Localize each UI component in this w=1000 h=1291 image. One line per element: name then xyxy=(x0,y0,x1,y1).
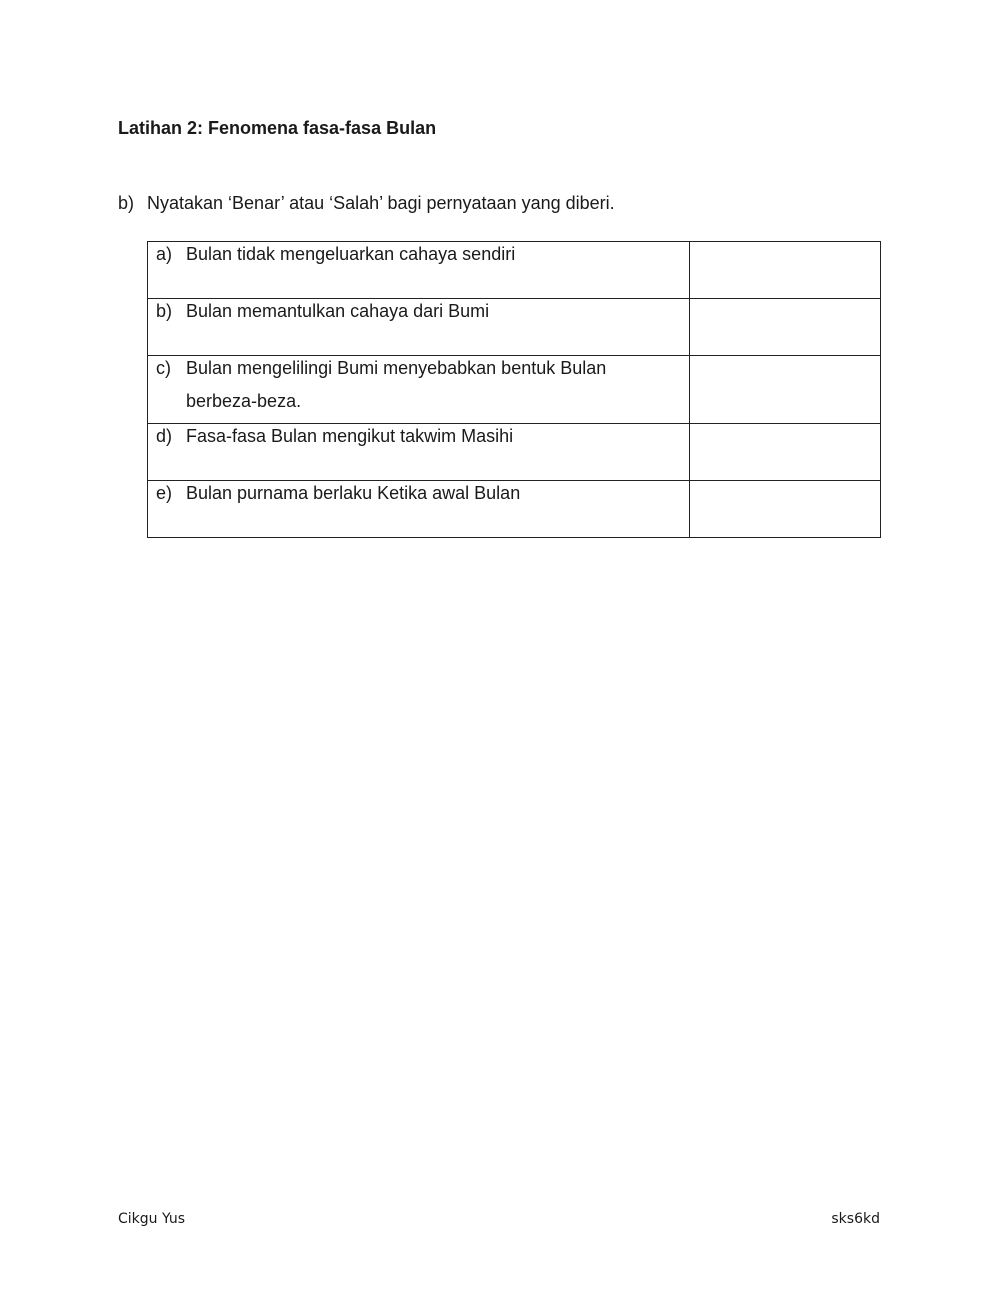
statement-row xyxy=(148,481,881,538)
statement-row xyxy=(148,242,881,299)
statement-letter: d) xyxy=(156,426,173,446)
statement-letter: c) xyxy=(156,358,171,378)
statement-row xyxy=(148,299,881,356)
answer-cell[interactable] xyxy=(690,481,881,538)
statement-text: Bulan purnama berlaku Ketika awal Bulan xyxy=(186,483,521,503)
statement-cell xyxy=(148,299,690,356)
statement-letter: a) xyxy=(156,244,173,264)
instruction xyxy=(118,193,615,214)
statement-cell xyxy=(148,242,690,299)
instruction-text: Nyatakan ‘Benar’ atau ‘Salah’ bagi pernyataan yang diberi. xyxy=(147,193,615,213)
statements-table xyxy=(147,241,881,538)
statement-row xyxy=(148,424,881,481)
answer-cell[interactable] xyxy=(690,299,881,356)
statement-row xyxy=(148,356,881,424)
answer-cell[interactable] xyxy=(690,424,881,481)
statement-cell xyxy=(148,481,690,538)
statement-cell xyxy=(148,424,690,481)
answer-cell[interactable] xyxy=(690,356,881,424)
statement-letter: e) xyxy=(156,483,173,503)
statement-letter: b) xyxy=(156,301,173,321)
instruction-label: b) xyxy=(118,193,135,213)
answer-cell[interactable] xyxy=(690,242,881,299)
statement-text: Bulan memantulkan cahaya dari Bumi xyxy=(186,301,490,321)
statement-text: Fasa-fasa Bulan mengikut takwim Masihi xyxy=(186,426,514,446)
worksheet-title: Latihan 2: Fenomena fasa-fasa Bulan xyxy=(118,118,437,138)
footer-code: sks6kd xyxy=(831,1211,880,1227)
statement-text: Bulan mengelilingi Bumi menyebabkan bentuk Bulan berbeza-beza. xyxy=(186,358,607,411)
statement-text: Bulan tidak mengeluarkan cahaya sendiri xyxy=(186,244,516,264)
statement-cell xyxy=(148,356,690,424)
footer-author: Cikgu Yus xyxy=(118,1211,186,1227)
